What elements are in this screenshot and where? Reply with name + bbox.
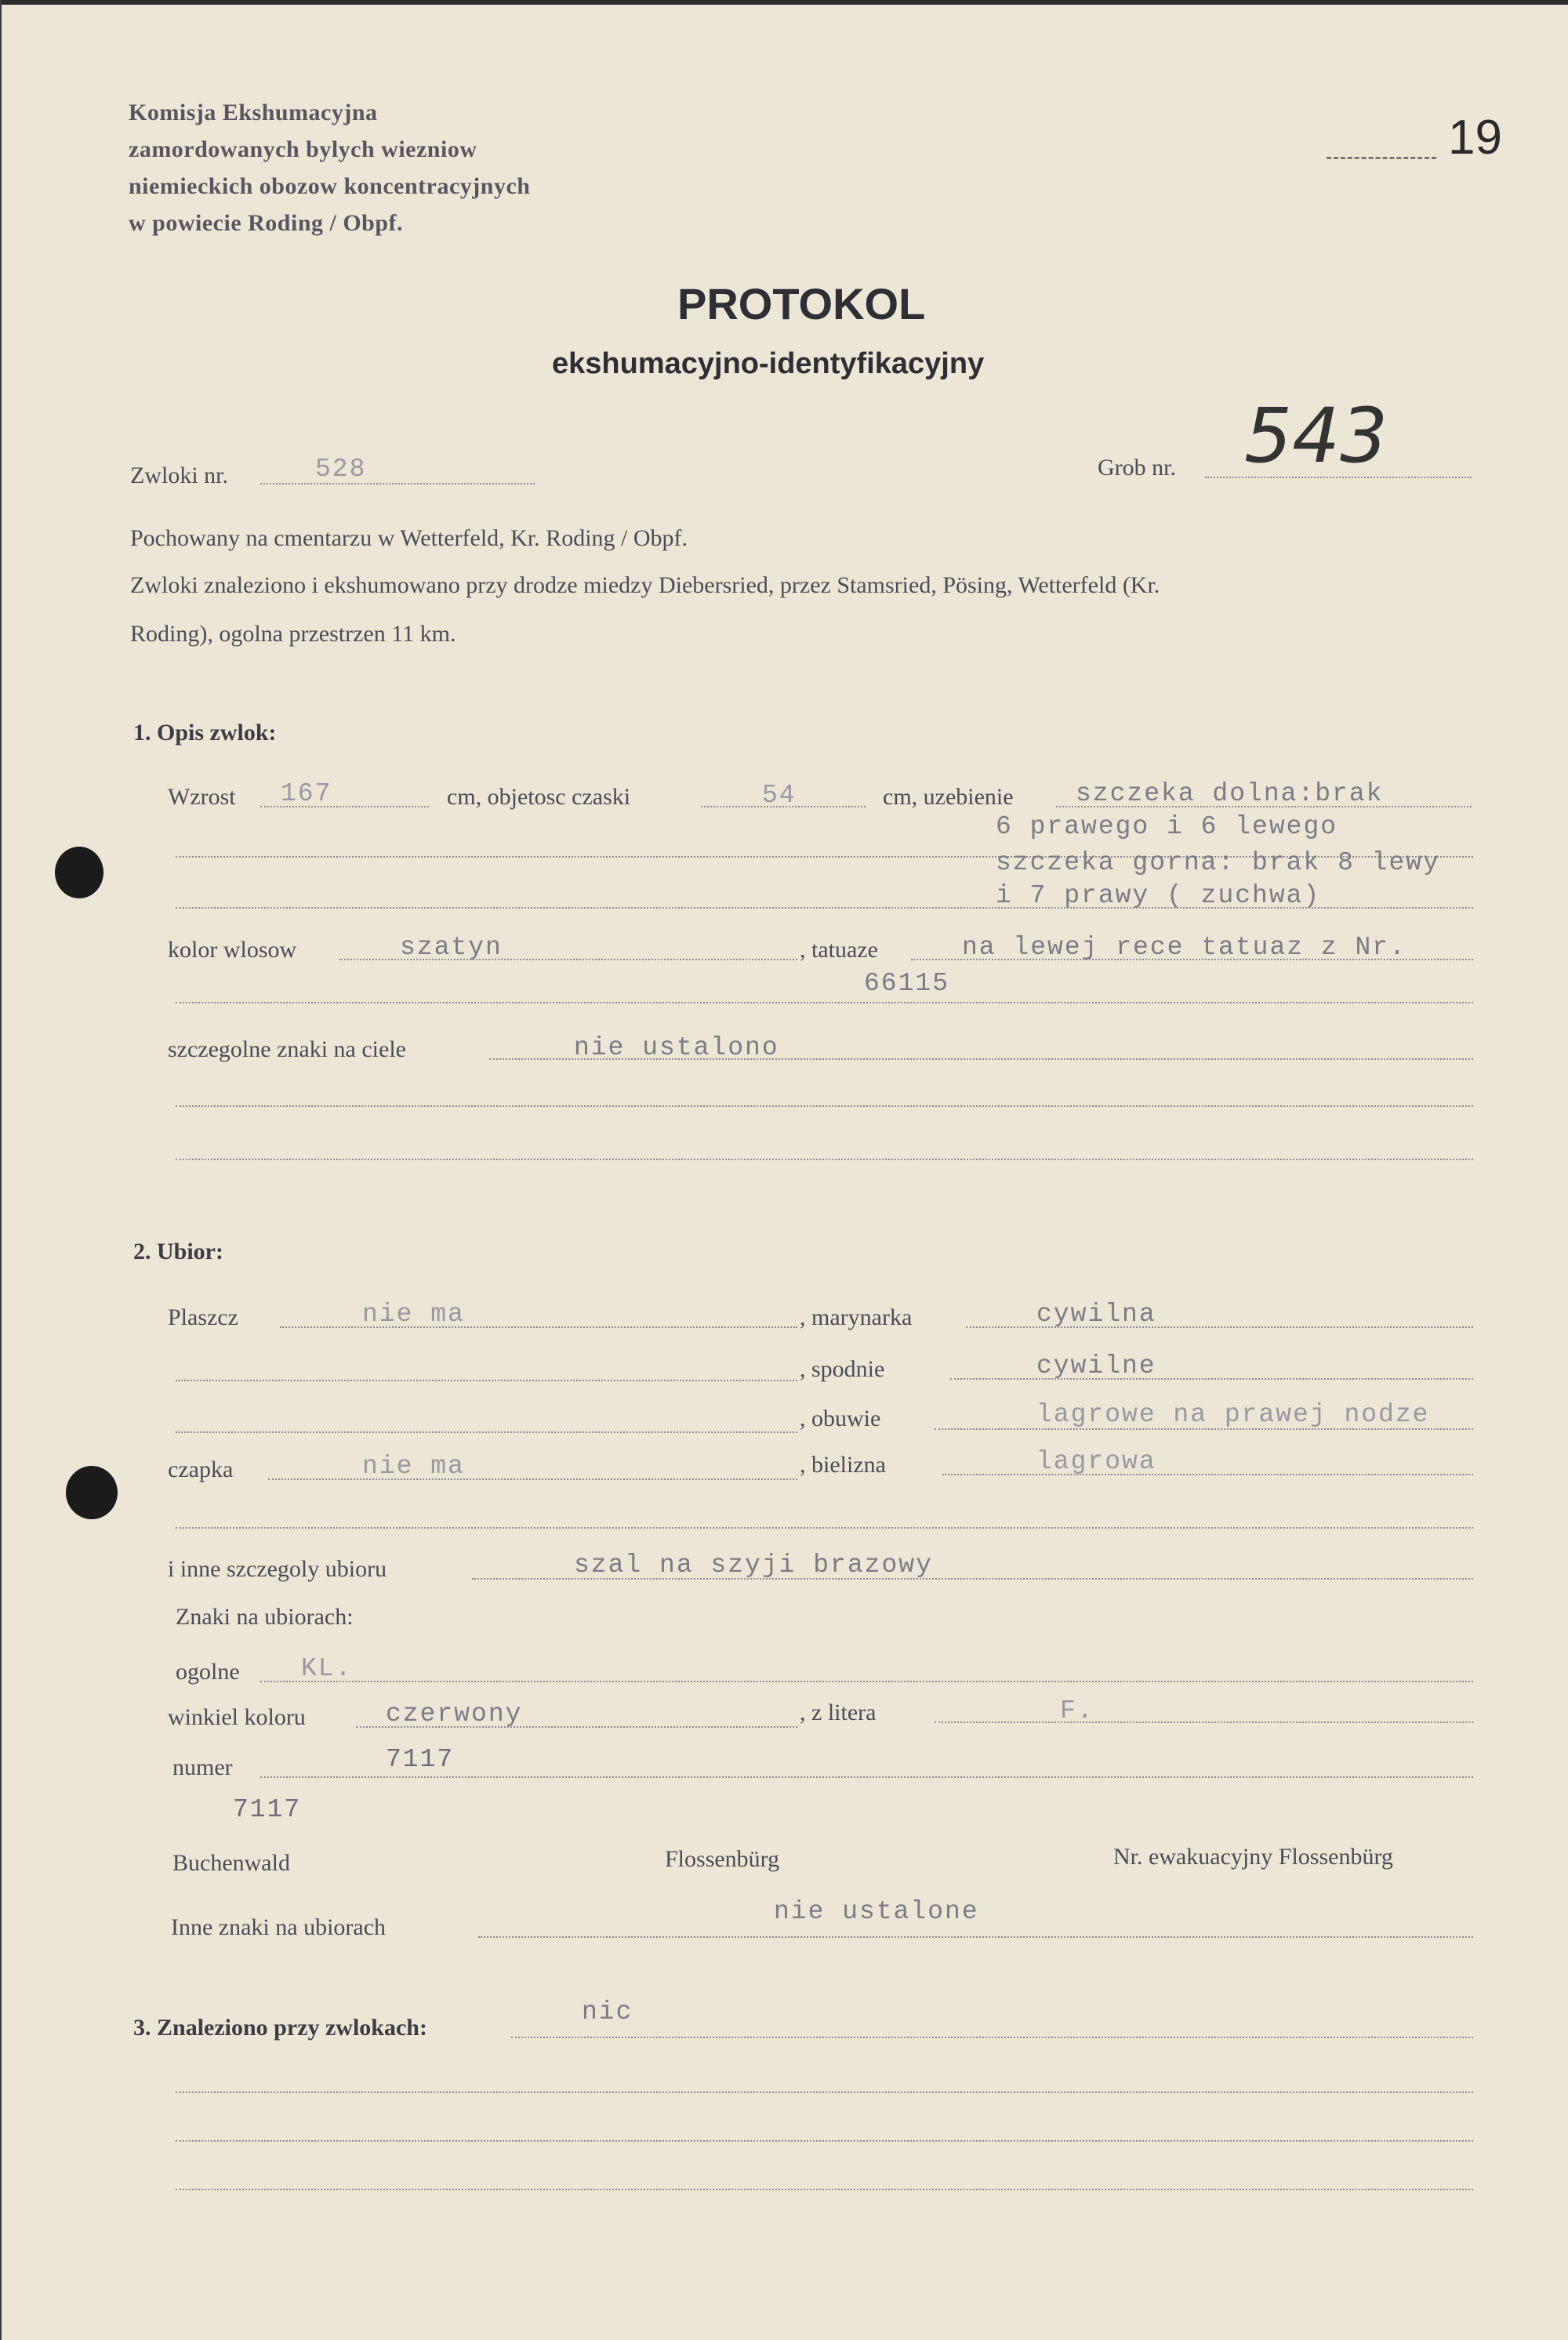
litera-value: F. <box>1060 1696 1094 1725</box>
blank-line-4 <box>176 2091 1473 2093</box>
czapka-value: nie ma <box>362 1452 465 1481</box>
czapka-dotted-line <box>268 1478 797 1480</box>
znaki-szczegolne-label: szczegolne znaki na ciele <box>168 1036 406 1062</box>
section-3-dotted-line <box>511 2037 1473 2038</box>
numer-dotted-line <box>260 1776 1473 1778</box>
issuer-line-1: Komisja Ekshumacyjna <box>129 100 378 125</box>
numer-label: numer <box>172 1754 233 1780</box>
ewakuacyjny-label: Nr. ewakuacyjny Flossenbürg <box>1113 1844 1393 1870</box>
spodnie-label: , spodnie <box>800 1356 885 1382</box>
uzebienie-value-4: i 7 prawy ( zuchwa) <box>996 881 1321 910</box>
winkiel-label: winkiel koloru <box>168 1704 306 1730</box>
section-1-heading: 1. Opis zwlok: <box>133 720 277 746</box>
blank-line-1 <box>176 1105 1473 1107</box>
grob-value: 543 <box>1244 392 1388 480</box>
wzrost-value: 167 <box>281 779 332 808</box>
uzebienie-label: cm, uzebienie <box>883 784 1014 810</box>
obuwie-label: , obuwie <box>800 1406 881 1431</box>
bielizna-label: , bielizna <box>800 1452 886 1478</box>
wlosy-label: kolor wlosow <box>168 937 297 963</box>
litera-dotted-line <box>935 1721 1473 1723</box>
pencil-dashes <box>1327 157 1436 159</box>
znaki-szczegolne-value: nie ustalono <box>574 1033 779 1062</box>
znaki-na-ubiorach-label: Znaki na ubiorach: <box>176 1604 354 1630</box>
inne-szczegoly-value: szal na szyji brazowy <box>574 1551 933 1580</box>
punch-hole-bottom <box>66 1466 118 1519</box>
wzrost-label: Wzrost <box>168 784 236 810</box>
issuer-line-3: niemieckich obozow koncentracyjnych <box>129 173 531 199</box>
spodnie-left-dotted-line <box>176 1380 797 1381</box>
intro-line-2: Zwloki znaleziono i ekshumowano przy drodze miedzy Diebersried, przez Stamsried, Pösing, Wetterfeld (Kr. <box>130 572 1160 598</box>
czaski-value: 54 <box>762 781 797 810</box>
obuwie-left-dotted-line <box>176 1431 797 1433</box>
wlosy-value: szatyn <box>400 933 503 962</box>
winkiel-value: czerwony <box>386 1700 523 1729</box>
blank-line-3 <box>176 1527 1473 1529</box>
blank-line-2 <box>176 1159 1473 1160</box>
uzebienie-value-1: szczeka dolna:brak <box>1076 779 1384 808</box>
issuer-header <box>129 94 530 241</box>
issuer-line-2: zamordowanych bylych wiezniow <box>129 136 477 162</box>
tatuaze-value-2: 66115 <box>864 969 950 998</box>
uzebienie-value-3: szczeka gorna: brak 8 lewy <box>996 848 1440 877</box>
punch-hole-top <box>55 847 103 898</box>
inne-znaki-dotted-line <box>478 1936 1473 1938</box>
document-title: PROTOKOL <box>677 279 926 328</box>
marynarka-label: , marynarka <box>800 1304 913 1330</box>
bielizna-dotted-line <box>942 1474 1473 1475</box>
ogolne-dotted-line <box>260 1681 1473 1682</box>
plaszcz-label: Plaszcz <box>168 1304 238 1330</box>
intro-line-3: Roding), ogolna przestrzen 11 km. <box>130 621 456 647</box>
inne-znaki-value: nie ustalone <box>774 1897 979 1926</box>
blank-line-5 <box>176 2140 1473 2142</box>
spodnie-dotted-line <box>950 1378 1473 1380</box>
bielizna-value: lagrowa <box>1036 1447 1156 1476</box>
top-edge <box>2 0 1568 5</box>
ogolne-value: KL. <box>301 1654 353 1683</box>
section-3-heading: 3. Znaleziono przy zwlokach: <box>133 2015 427 2041</box>
inne-szczegoly-label: i inne szczegoly ubioru <box>168 1556 387 1582</box>
plaszcz-dotted-line <box>280 1326 797 1328</box>
page-number: 19 <box>1448 111 1502 165</box>
litera-label: , z litera <box>800 1700 877 1725</box>
obuwie-value: lagrowe na prawej nodze <box>1036 1400 1430 1429</box>
uzebienie-value-2: 6 prawego i 6 lewego <box>996 812 1338 841</box>
issuer-line-4: w powiecie Roding / Obpf. <box>129 210 404 236</box>
zwloki-value: 528 <box>315 455 367 484</box>
tatuaze-value: na lewej rece tatuaz z Nr. <box>962 933 1406 962</box>
zwloki-label: Zwloki nr. <box>130 463 228 488</box>
buchenwald-label: Buchenwald <box>172 1850 290 1876</box>
zwloki-dotted-line <box>260 483 535 484</box>
marynarka-value: cywilna <box>1036 1300 1156 1329</box>
czapka-label: czapka <box>168 1457 234 1482</box>
tatuaze-label: , tatuaze <box>800 937 878 963</box>
inne-znaki-label: Inne znaki na ubiorach <box>171 1914 387 1940</box>
numer-value-buchenwald: 7117 <box>233 1795 302 1824</box>
grob-label: Grob nr. <box>1098 455 1176 481</box>
plaszcz-value: nie ma <box>362 1300 465 1329</box>
czaski-label: cm, objetosc czaski <box>447 784 631 810</box>
blank-line-6 <box>176 2189 1473 2190</box>
document-subtitle: ekshumacyjno-identyfikacyjny <box>552 347 985 380</box>
spodnie-value: cywilne <box>1036 1351 1156 1380</box>
section-2-heading: 2. Ubior: <box>133 1239 223 1264</box>
tatuaze-dotted-line-2 <box>176 1002 1473 1003</box>
intro-line-1: Pochowany na cmentarzu w Wetterfeld, Kr. Roding / Obpf. <box>130 525 688 551</box>
numer-value: 7117 <box>386 1745 455 1774</box>
flossenburg-label: Flossenbürg <box>665 1846 780 1872</box>
section-3-value: nic <box>582 1997 633 2026</box>
ogolne-label: ogolne <box>176 1659 240 1685</box>
